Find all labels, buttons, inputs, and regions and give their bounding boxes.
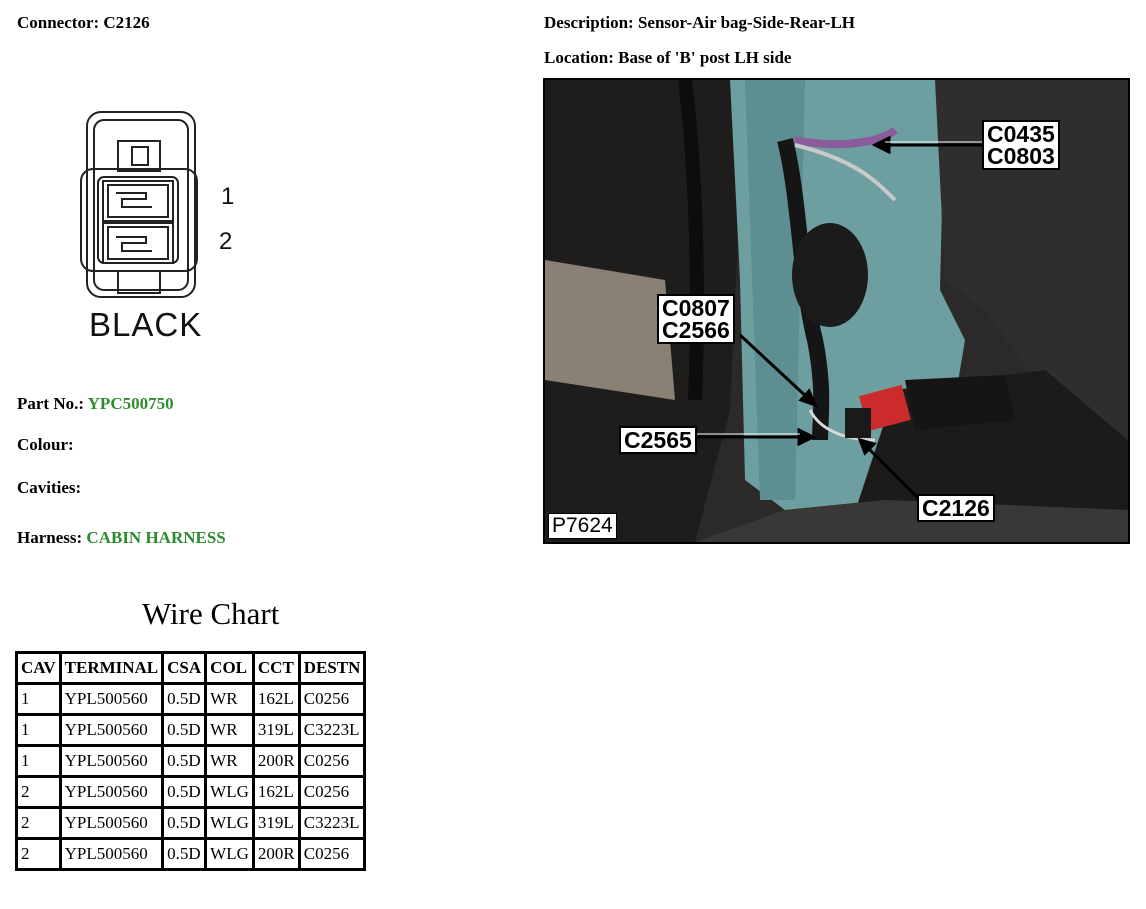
pin-number-2: 2 [219,228,233,255]
cell-destn: C0256 [301,840,364,868]
cell-destn: C3223L [301,716,364,744]
location-photo [543,78,1130,544]
wire-chart-table [15,651,366,871]
cavities-label: Cavities: [17,478,82,497]
cell-terminal: YPL500560 [62,840,162,868]
callout-c2566: C2566 [662,317,730,343]
description-label: Description: [544,13,634,32]
cell-cct: 200R [255,840,298,868]
header-terminal: TERMINAL [62,654,162,682]
colour-label: Colour: [17,435,74,454]
connector-label: Connector: [17,13,100,32]
connector-line [17,13,150,33]
cell-cav: 1 [18,685,59,713]
callout-c2126: C2126 [917,494,995,522]
cell-col: WR [207,747,252,775]
pin-number-1: 1 [221,183,235,210]
header-cct: CCT [255,654,298,682]
description-line [544,13,855,33]
cell-col: WR [207,685,252,713]
table-row [18,778,363,806]
harness-line [17,528,226,548]
callout-c2565: C2565 [619,426,697,454]
cell-cct: 162L [255,685,298,713]
cavities-line [17,478,81,498]
table-row [18,685,363,713]
description-value: Sensor-Air bag-Side-Rear-LH [637,13,856,32]
harness-label: Harness: [17,528,83,547]
cell-terminal: YPL500560 [62,685,162,713]
part-no-line [17,394,174,414]
cell-destn: C3223L [301,809,364,837]
table-row [18,747,363,775]
cell-cct: 162L [255,778,298,806]
cell-csa: 0.5D [164,747,204,775]
callout-c0807: C0807 [662,295,730,321]
cell-csa: 0.5D [164,716,204,744]
cell-cav: 2 [18,809,59,837]
wire-chart-header-row [18,654,363,682]
photo-reference-id: P7624 [548,513,617,539]
connector-value: C2126 [103,13,150,32]
table-row [18,840,363,868]
cell-cct: 319L [255,716,298,744]
wire-chart-title: Wire Chart [142,596,280,631]
cell-terminal: YPL500560 [62,747,162,775]
location-value: Base of 'B' post LH side [618,48,792,67]
cell-cav: 1 [18,747,59,775]
cell-csa: 0.5D [164,809,204,837]
cell-destn: C0256 [301,747,364,775]
part-no-value: YPC500750 [87,394,174,413]
location-line [544,48,791,68]
cell-cav: 1 [18,716,59,744]
cell-terminal: YPL500560 [62,809,162,837]
cell-destn: C0256 [301,685,364,713]
harness-value: CABIN HARNESS [86,528,226,547]
table-row [18,809,363,837]
cell-cct: 319L [255,809,298,837]
callout-c0803: C0803 [987,143,1055,169]
colour-line [17,435,74,455]
callout-c0435-c0803 [982,120,1060,170]
cell-csa: 0.5D [164,840,204,868]
callout-c0807-c2566 [657,294,735,344]
header-csa: CSA [164,654,204,682]
location-label: Location: [544,48,614,67]
cell-csa: 0.5D [164,778,204,806]
cell-col: WLG [207,778,252,806]
header-destn: DESTN [301,654,364,682]
header-col: COL [207,654,252,682]
cell-col: WR [207,716,252,744]
part-no-label: Part No.: [17,394,85,413]
connector-colour-text: BLACK [89,306,203,343]
cell-terminal: YPL500560 [62,778,162,806]
table-row [18,716,363,744]
cell-destn: C0256 [301,778,364,806]
cell-col: WLG [207,840,252,868]
header-cav: CAV [18,654,59,682]
cell-cav: 2 [18,778,59,806]
cell-terminal: YPL500560 [62,716,162,744]
connector-face-drawing [70,105,210,305]
callout-c0435: C0435 [987,121,1055,147]
cell-cav: 2 [18,840,59,868]
cell-col: WLG [207,809,252,837]
cell-csa: 0.5D [164,685,204,713]
cell-cct: 200R [255,747,298,775]
